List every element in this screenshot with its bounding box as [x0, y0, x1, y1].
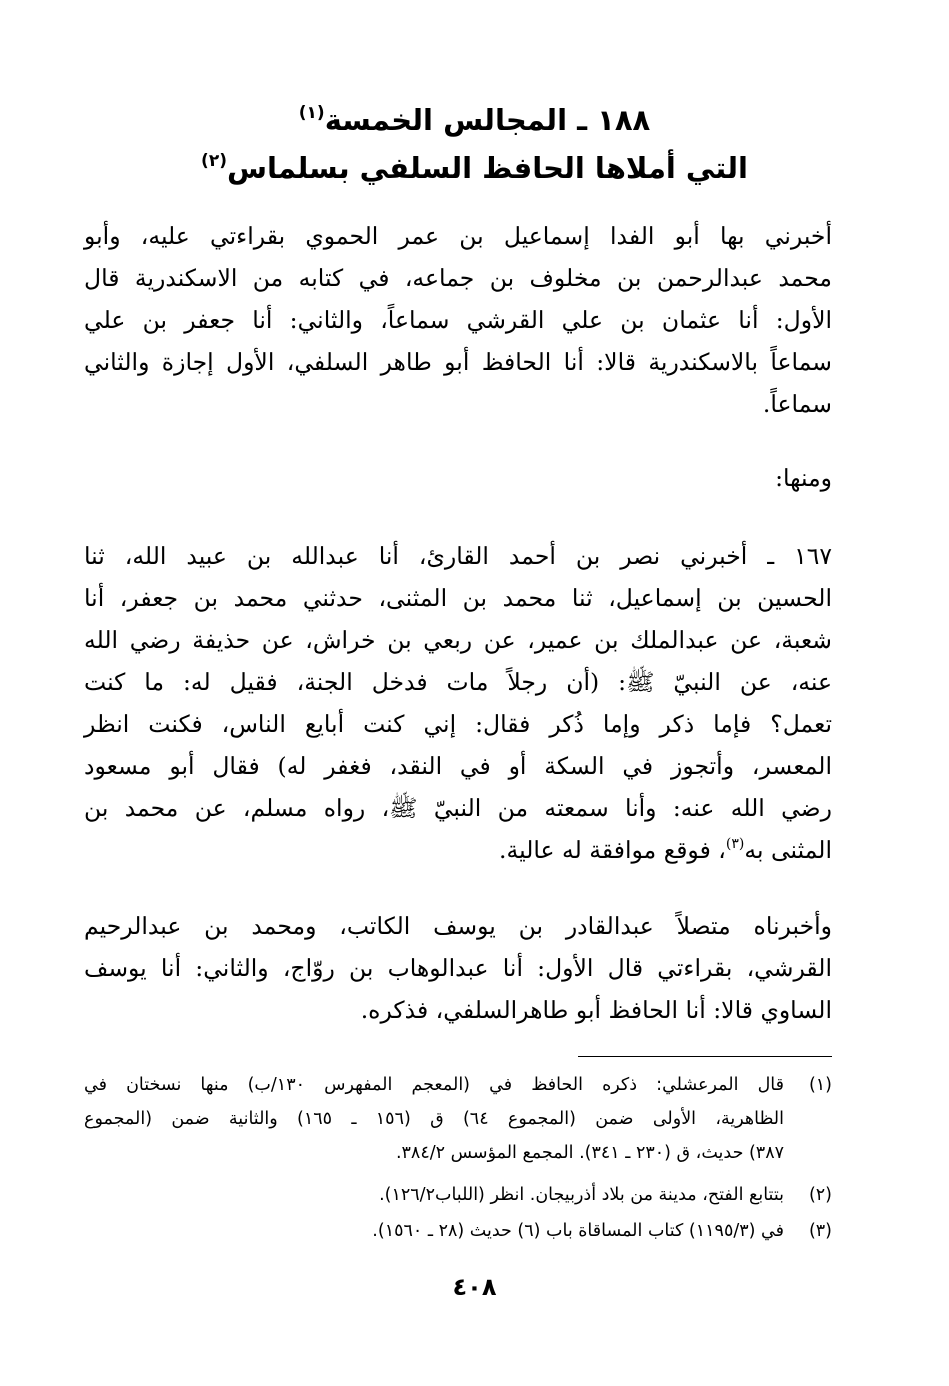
section-title-text: ١٨٨ ـ المجالس الخمسة: [324, 103, 651, 137]
footnote-2: [84, 1178, 832, 1212]
paragraph-2-line: عنه، عن النبيّ ﷺ: (أن رجلاً مات فدخل الجنة، فقيل له: ما كنت: [84, 668, 832, 696]
page-number: ٤٠٨: [452, 1273, 497, 1301]
paragraph-2-line: شعبة، عن عبدالملك بن عمير، عن ربعي بن خراش، عن حذيفة رضي الله: [84, 626, 832, 654]
paragraph-2-line: الحسين بن إسماعيل، ثنا محمد بن المثنى، حدثني محمد بن جعفر، أنا: [84, 584, 832, 612]
paragraph-3-line: القرشي، بقراءتي قال الأول: أنا عبدالوهاب بن روّاج، والثاني: أنا يوسف: [84, 954, 832, 982]
footnote-3: [84, 1214, 832, 1248]
paragraph-1-line: سماعاً.: [762, 390, 832, 418]
section-subtitle: [80, 148, 869, 188]
footnote-number: (١): [808, 1075, 832, 1095]
paragraph-2-text: ، فوقع موافقة له عالية.: [499, 836, 726, 864]
footnote-ref-2: (٢): [201, 151, 227, 171]
footnote-text: الظاهرية، الأولى ضمن (المجموع ٦٤) ق (١٥٦ ـ ١٦٥) والثانية ضمن (المجموع: [84, 1109, 784, 1129]
footnote-text: ٣٨٧) حديث، ق (٢٣٠ ـ ٣٤١). المجمع المؤسس ٣٨٤/٢.: [395, 1143, 784, 1163]
footnote-ref-3: (٣): [725, 836, 745, 852]
paragraph-2-line: ١٦٧ ـ أخبرني نصر بن أحمد القارئ، أنا عبدالله بن عبيد الله، ثنا: [84, 542, 832, 570]
section-subtitle-text: التي أملاها الحافظ السلفي بسلماس: [227, 151, 748, 185]
footnote-text: قال المرعشلي: ذكره الحافظ في (المعجم المفهرس ١٣٠/ب) منها نسختان في: [84, 1075, 784, 1095]
paragraph-2-line: تعمل؟ فإما ذكر وإما ذُكر فقال: إني كنت أبايع الناس، فكنت انظر: [84, 710, 832, 738]
footnote-text: في (١١٩٥/٣) كتاب المساقاة باب (٦) حديث (٢٨ ـ ١٥٦٠).: [372, 1221, 784, 1241]
paragraph-2-line: رضي الله عنه: وأنا سمعته من النبيّ ﷺ، رواه مسلم، عن محمد بن: [84, 794, 832, 822]
section-title: [80, 100, 869, 140]
paragraph-2-line: المعسر، وأتجوز في السكة أو في النقد، فغفر له) فقال أبو مسعود: [84, 752, 832, 780]
footnote-divider: [578, 1056, 832, 1057]
footnote-ref-1: (١): [298, 103, 325, 123]
paragraph-1-line: محمد عبدالرحمن بن مخلوف بن جماعه، في كتابه من الاسكندرية قال: [84, 264, 832, 292]
paragraph-3-line: وأخبرناه متصلاً عبدالقادر بن يوسف الكاتب، ومحمد بن عبدالرحيم: [84, 912, 832, 940]
footnote-1: [84, 1068, 832, 1102]
paragraph-2-line: [84, 828, 832, 872]
paragraph-2-text: المثنى به: [744, 836, 832, 864]
paragraph-1-line: أخبرني بها أبو الفدا إسماعيل بن عمر الحموي بقراءتي عليه، وأبو: [84, 222, 832, 250]
paragraph-1-line: الأول: أنا عثمان بن علي القرشي سماعاً، والثاني: أنا جعفر بن علي: [84, 306, 832, 334]
footnote-number: (٢): [808, 1185, 832, 1205]
footnote-text: بتتابع الفتح، مدينة من بلاد أذربيجان. انظر (اللباب١٢٦/٢).: [379, 1185, 784, 1205]
paragraph-1-line: سماعاً بالاسكندرية قالا: أنا الحافظ أبو طاهر السلفي، الأول إجازة والثاني: [84, 348, 832, 376]
footnote-1-continued: [84, 1136, 832, 1170]
paragraph-3-line: الساوي قالا: أنا الحافظ أبو طاهرالسلفي، فذكره.: [360, 996, 832, 1024]
footnote-1-continued: [84, 1102, 832, 1136]
minha-label: ومنها:: [775, 464, 832, 492]
footnote-number: (٣): [808, 1221, 832, 1241]
